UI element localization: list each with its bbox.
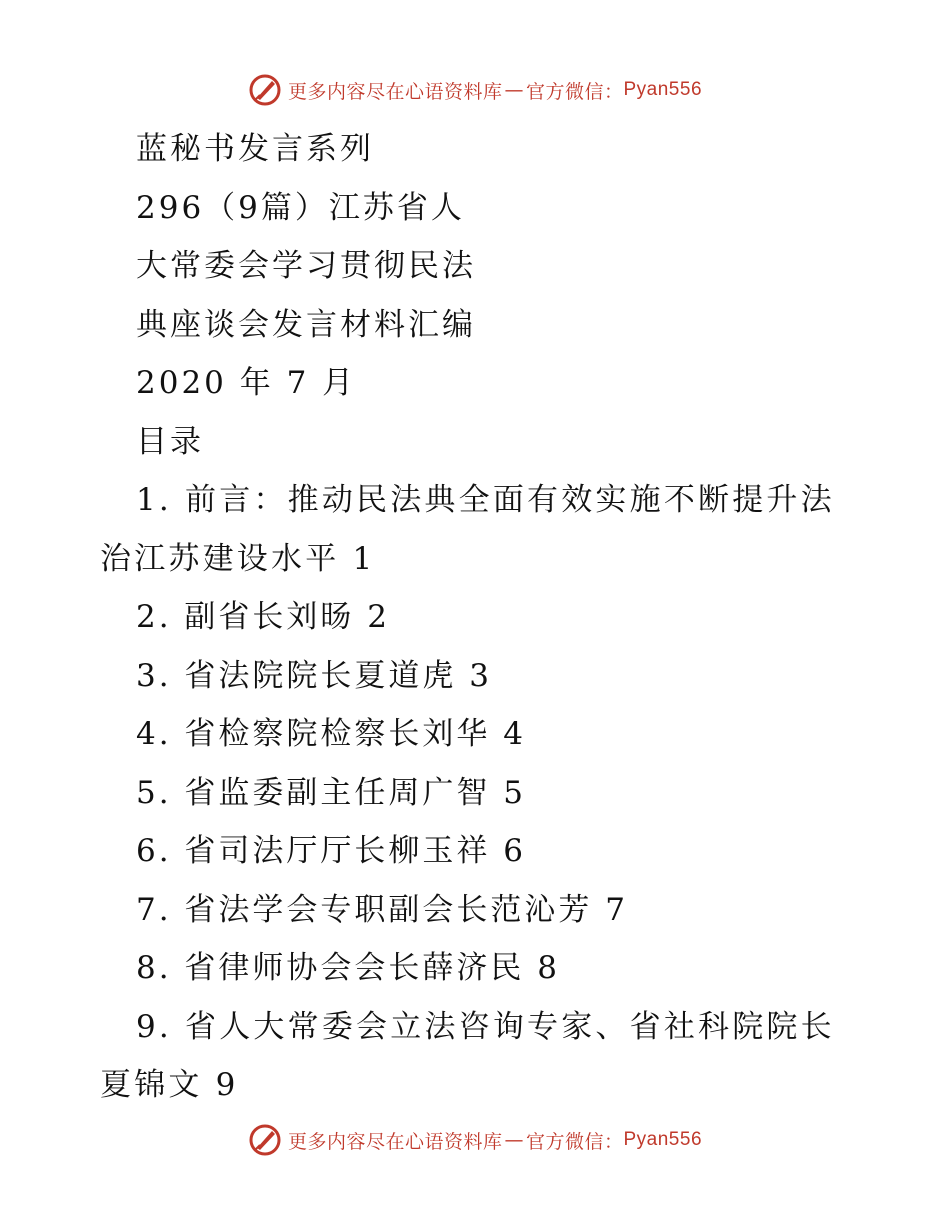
toc-item-1: 1. 前言：推动民法典全面有效实施不断提升法治江苏建设水平 1 [100, 482, 835, 577]
date-line: 2020 年 7 月 [136, 365, 357, 401]
watermark-separator: — [504, 1129, 524, 1151]
title-line-3: 大常委会学习贯彻民法 [136, 248, 476, 284]
quill-logo-icon [248, 73, 282, 107]
quill-logo-icon [248, 1123, 282, 1157]
title-line-2: 296（9篇）江苏省人 [136, 189, 465, 226]
toc-heading: 目录 [136, 423, 204, 460]
footer-watermark [0, 1118, 950, 1162]
toc-item-6: 6. 省司法厅厅长柳玉祥 6 [136, 833, 527, 869]
watermark-wechat-label: 官方微信： [525, 1130, 624, 1153]
header-watermark [0, 68, 950, 112]
toc-item-2: 2. 副省长刘旸 2 [136, 599, 391, 635]
toc-item-4: 4. 省检察院检察长刘华 4 [136, 716, 527, 752]
watermark-wechat-label: 官方微信： [525, 80, 624, 103]
title-line-1: 蓝秘书发言系列 [136, 131, 374, 167]
watermark-handle: Pyan556 [623, 1129, 703, 1150]
watermark-separator: — [504, 79, 524, 101]
toc-item-8: 8. 省律师协会会长薛济民 8 [136, 950, 561, 986]
watermark-handle: Pyan556 [623, 79, 703, 100]
document-body [100, 120, 840, 1115]
watermark-text: 更多内容尽在心语资料库 [287, 80, 503, 103]
toc-item-9: 9. 省人大常委会立法咨询专家、省社科院院长夏锦文 9 [100, 1008, 835, 1103]
toc-item-3: 3. 省法院院长夏道虎 3 [136, 657, 493, 694]
title-line-4: 典座谈会发言材料汇编 [136, 306, 476, 343]
toc-item-7: 7. 省法学会专职副会长范沁芳 7 [136, 891, 629, 928]
toc-item-5: 5. 省监委副主任周广智 5 [136, 774, 527, 811]
watermark-text: 更多内容尽在心语资料库 [287, 1130, 503, 1153]
